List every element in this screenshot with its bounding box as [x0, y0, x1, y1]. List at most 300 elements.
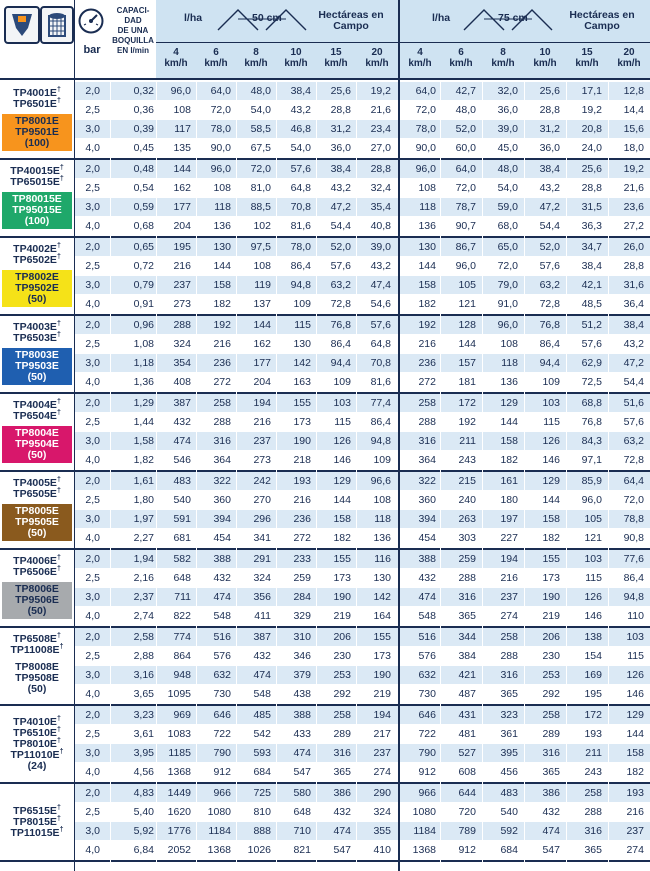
rate-75cm-value: 146: [584, 610, 602, 622]
rate-50cm-value: 822: [173, 610, 191, 622]
rate-50cm-value: 292: [333, 688, 351, 700]
rate-50cm-value: 81,0: [250, 182, 271, 194]
table-row: [74, 179, 650, 197]
rate-50cm-value: 88,5: [250, 201, 271, 213]
rate-75cm-value: 36,0: [497, 104, 518, 116]
speed-unit: km/h: [408, 58, 432, 69]
rate-75cm-value: 90,7: [455, 220, 476, 232]
color-code-line: TP8005E: [15, 505, 59, 517]
rate-75cm-value: 78,7: [455, 201, 476, 213]
column-divider: [440, 80, 441, 871]
rate-75cm-value: 51,6: [623, 397, 644, 409]
rate-50cm-value: 810: [253, 806, 271, 818]
speed-value: 4: [173, 47, 179, 58]
rate-50cm-value: 722: [213, 728, 231, 740]
dagger-mark: †: [59, 748, 64, 756]
rate-75cm-value: 48,5: [581, 298, 602, 310]
table-row: [74, 685, 650, 703]
rate-50cm-value: 474: [333, 825, 351, 837]
rate-50cm-value: 1776: [167, 825, 191, 837]
nozzle-name: [2, 567, 72, 578]
rate-50cm-value: 948: [173, 669, 191, 681]
speed-header-cell: [482, 42, 524, 69]
rate-50cm-value: 388: [293, 709, 311, 721]
capacity-value: 0,72: [133, 260, 154, 272]
dagger-mark: †: [56, 97, 61, 105]
rate-50cm-value: 136: [213, 220, 231, 232]
rate-50cm-value: 237: [173, 279, 191, 291]
speed-unit: km/h: [617, 58, 641, 69]
rate-75cm-value: 259: [458, 553, 476, 565]
spacing-50-header: [156, 0, 398, 80]
rate-50cm-value: 194: [373, 709, 391, 721]
nozzle-code: TP6501E: [13, 98, 57, 110]
dagger-mark: †: [56, 331, 61, 339]
rate-75cm-value: 27,2: [623, 220, 644, 232]
dagger-mark: †: [56, 737, 61, 745]
rate-50cm-value: 81,6: [290, 220, 311, 232]
pressure-value: 4,0: [85, 376, 100, 388]
rate-75cm-value: 126: [584, 591, 602, 603]
table-header: [0, 0, 650, 80]
spacing-75-header: [400, 0, 650, 80]
color-code-line: TP8006E: [15, 583, 59, 595]
rate-50cm-value: 70,8: [290, 201, 311, 213]
rate-75cm-value: 72,8: [623, 454, 644, 466]
rate-50cm-value: 324: [253, 572, 271, 584]
rate-50cm-value: 310: [293, 631, 311, 643]
rate-50cm-value: 969: [173, 709, 191, 721]
rate-50cm-value: 78,0: [210, 123, 231, 135]
speed-header-cell: [276, 42, 316, 69]
rate-50cm-value: 146: [333, 454, 351, 466]
rate-50cm-value: 888: [253, 825, 271, 837]
rate-50cm-value: 102: [253, 220, 271, 232]
rate-75cm-value: 388: [418, 553, 436, 565]
rate-75cm-value: 68,8: [581, 397, 602, 409]
nozzle-names: [2, 400, 72, 422]
dagger-mark: †: [59, 164, 64, 172]
rate-75cm-value: 237: [626, 825, 644, 837]
column-divider: [316, 80, 317, 871]
column-divider: [608, 80, 609, 871]
speed-header-cell: [524, 42, 566, 69]
table-row: [74, 373, 650, 391]
rate-50cm-value: 253: [333, 669, 351, 681]
rate-50cm-value: 474: [173, 435, 191, 447]
table-row: [74, 569, 650, 587]
rate-75cm-value: 19,2: [623, 163, 644, 175]
color-code-line: TP8002E: [15, 271, 59, 283]
pressure-value: 2,0: [85, 397, 100, 409]
rate-75cm-value: 45,0: [497, 142, 518, 154]
speed-unit: km/h: [164, 58, 188, 69]
rate-50cm-value: 711: [174, 591, 191, 603]
rate-75cm-value: 86,4: [539, 338, 560, 350]
rate-75cm-value: 193: [584, 728, 602, 740]
rate-75cm-value: 236: [418, 357, 436, 369]
capacity-value: 1,80: [133, 494, 154, 506]
rate-75cm-value: 72,0: [623, 494, 644, 506]
rate-50cm-value: 433: [293, 728, 311, 740]
capacity-label-line: CAPACI-: [116, 6, 150, 15]
rate-75cm-value: 96,0: [415, 163, 436, 175]
rate-75cm-value: 289: [542, 728, 560, 740]
nozzle-group-cell: [0, 784, 74, 860]
rate-50cm-value: 259: [293, 572, 311, 584]
rate-50cm-value: 67,5: [250, 142, 271, 154]
rate-50cm-value: 547: [293, 766, 311, 778]
rate-75cm-value: 18,0: [623, 142, 644, 154]
pressure-value: 4,0: [85, 220, 100, 232]
rate-75cm-value: 54,0: [497, 182, 518, 194]
nozzle-code: TP6515E: [13, 805, 57, 817]
rate-50cm-value: 580: [293, 787, 311, 799]
rate-75cm-value: 110: [627, 610, 644, 622]
rate-75cm-value: 64,0: [415, 85, 436, 97]
rate-75cm-value: 54,4: [539, 220, 560, 232]
pressure-value: 4,0: [85, 532, 100, 544]
capacity-value: 1,36: [133, 376, 154, 388]
pressure-value: 3,0: [85, 669, 100, 681]
table-row: [74, 413, 650, 431]
rate-75cm-value: 181: [458, 376, 476, 388]
speed-unit: km/h: [324, 58, 348, 69]
rate-50cm-value: 1083: [167, 728, 191, 740]
nozzle-group-cell: [0, 472, 74, 548]
color-code-line: (50): [27, 293, 47, 305]
rate-50cm-value: 438: [293, 688, 311, 700]
dagger-mark: †: [59, 643, 64, 651]
rate-75cm-value: 103: [542, 397, 560, 409]
rate-75cm-value: 608: [458, 766, 476, 778]
rate-50cm-value: 76,8: [330, 319, 351, 331]
rate-50cm-value: 86,4: [330, 338, 351, 350]
rate-50cm-value: 204: [173, 220, 191, 232]
table-row: [74, 101, 650, 119]
rate-75cm-value: 28,8: [623, 260, 644, 272]
table-row: [74, 763, 650, 781]
rate-75cm-value: 62,9: [581, 357, 602, 369]
capacity-value: 2,58: [133, 631, 154, 643]
pressure-value: 4,0: [85, 688, 100, 700]
rate-75cm-value: 632: [418, 669, 436, 681]
color-code-line: (100): [24, 137, 50, 149]
column-divider: [482, 80, 483, 871]
nozzle-name: [2, 761, 72, 772]
rate-50cm-value: 237: [373, 747, 391, 759]
rate-75cm-value: 215: [458, 475, 476, 487]
color-code-badge: [2, 504, 72, 541]
rate-75cm-value: 421: [458, 669, 476, 681]
capacity-value: 0,48: [133, 163, 154, 175]
rate-50cm-value: 316: [213, 435, 231, 447]
rate-75cm-value: 158: [500, 435, 518, 447]
rate-75cm-value: 108: [500, 338, 518, 350]
rate-50cm-value: 483: [173, 475, 191, 487]
rate-75cm-value: 24,0: [581, 142, 602, 154]
pressure-value: 4,0: [85, 766, 100, 778]
color-code-line: TP8001E: [15, 115, 59, 127]
rate-50cm-value: 192: [213, 319, 231, 331]
rate-75cm-value: 12,8: [623, 85, 644, 97]
rate-75cm-value: 144: [418, 260, 436, 272]
rate-75cm-value: 344: [458, 631, 476, 643]
nozzle-code: TP6504E: [13, 410, 57, 422]
rate-50cm-value: 410: [373, 844, 391, 856]
hectares-title: [306, 10, 396, 32]
rate-75cm-value: 38,4: [539, 163, 560, 175]
rate-75cm-value: 206: [542, 631, 560, 643]
speed-header-cell: [156, 42, 196, 69]
rate-50cm-value: 96,6: [370, 475, 391, 487]
rate-50cm-value: 329: [293, 610, 311, 622]
rate-50cm-value: 864: [173, 650, 191, 662]
rate-75cm-value: 158: [626, 747, 644, 759]
rate-75cm-value: 38,4: [581, 260, 602, 272]
rate-75cm-value: 211: [585, 747, 602, 759]
column-divider: [110, 80, 111, 871]
rate-75cm-value: 182: [542, 532, 560, 544]
column-divider: [236, 80, 237, 871]
rate-75cm-value: 94,4: [539, 357, 560, 369]
speed-unit: km/h: [244, 58, 268, 69]
rate-75cm-value: 592: [500, 825, 518, 837]
rate-75cm-value: 157: [458, 357, 476, 369]
rate-50cm-value: 316: [333, 747, 351, 759]
rate-75cm-value: 144: [500, 416, 518, 428]
pressure-value: 2,0: [85, 85, 100, 97]
nozzle-group-cell: [0, 238, 74, 314]
speed-header-cell: [566, 42, 608, 69]
rate-50cm-value: 216: [173, 260, 191, 272]
speed-value: 15: [581, 47, 593, 58]
speed-value: 8: [253, 47, 259, 58]
rate-75cm-value: 169: [584, 669, 602, 681]
rate-75cm-value: 60,0: [455, 142, 476, 154]
capacity-value: 2,88: [133, 650, 154, 662]
speed-unit: km/h: [365, 58, 389, 69]
speed-unit: km/h: [284, 58, 308, 69]
table-row: [74, 588, 650, 606]
color-code-line: TP9506E: [15, 594, 59, 606]
rate-50cm-value: 28,8: [330, 104, 351, 116]
rate-75cm-value: 211: [459, 435, 476, 447]
rate-75cm-value: 20,8: [581, 123, 602, 135]
icon-header-cell: [0, 0, 74, 80]
rate-50cm-value: 291: [253, 553, 271, 565]
rate-50cm-value: 109: [373, 454, 391, 466]
nozzle-code: TP6506E: [13, 566, 57, 578]
table-row: [74, 607, 650, 625]
rate-50cm-value: 116: [374, 553, 391, 565]
rate-50cm-value: 474: [293, 747, 311, 759]
rate-75cm-value: 789: [458, 825, 476, 837]
rate-75cm-value: 192: [458, 416, 476, 428]
rate-50cm-value: 1080: [207, 806, 231, 818]
rate-75cm-value: 720: [458, 806, 476, 818]
rate-75cm-value: 63,2: [623, 435, 644, 447]
speed-header-cell: [196, 42, 236, 69]
rate-75cm-value: 32,0: [497, 85, 518, 97]
capacity-value: 1,18: [133, 357, 154, 369]
nozzle-name: [2, 177, 72, 188]
table-row: [74, 335, 650, 353]
speed-value: 6: [458, 47, 464, 58]
rate-50cm-value: 548: [213, 610, 231, 622]
rate-75cm-value: 19,2: [581, 104, 602, 116]
capacity-value: 0,79: [133, 279, 154, 291]
rate-75cm-value: 86,4: [623, 572, 644, 584]
rate-75cm-value: 144: [542, 494, 560, 506]
rate-50cm-value: 725: [253, 787, 271, 799]
rate-75cm-value: 172: [584, 709, 602, 721]
label-column-divider: [74, 0, 75, 871]
pressure-value: 2,0: [85, 475, 100, 487]
rate-50cm-value: 72,0: [210, 104, 231, 116]
rate-75cm-value: 432: [542, 806, 560, 818]
unit-label: l/ha: [184, 12, 203, 24]
rate-50cm-value: 591: [173, 513, 191, 525]
speed-header-cell: [316, 42, 356, 69]
nozzle-group-cell: [0, 706, 74, 782]
rate-75cm-value: 431: [458, 709, 476, 721]
rate-50cm-value: 233: [293, 553, 311, 565]
rate-50cm-value: 23,4: [370, 123, 391, 135]
rate-75cm-value: 47,2: [623, 357, 644, 369]
rate-75cm-value: 39,0: [497, 123, 518, 135]
dagger-mark: †: [56, 409, 61, 417]
rate-50cm-value: 118: [374, 513, 391, 525]
rate-75cm-value: 65,0: [497, 241, 518, 253]
rate-50cm-value: 130: [373, 572, 391, 584]
rate-50cm-value: 204: [253, 376, 271, 388]
rate-50cm-value: 108: [373, 494, 391, 506]
capacity-value: 6,84: [133, 844, 154, 856]
rate-50cm-value: 32,4: [370, 182, 391, 194]
speed-header-cell: [236, 42, 276, 69]
table-row: [74, 276, 650, 294]
rate-50cm-value: 206: [333, 631, 351, 643]
rate-50cm-value: 542: [253, 728, 271, 740]
pressure-value: 3,0: [85, 591, 100, 603]
table-row: [74, 160, 650, 178]
rate-50cm-value: 155: [373, 631, 391, 643]
rate-50cm-value: 144: [253, 319, 271, 331]
table-row: [74, 784, 650, 802]
capacity-value: 1,58: [133, 435, 154, 447]
rate-75cm-value: 146: [542, 454, 560, 466]
table-row: [74, 529, 650, 547]
rate-50cm-value: 109: [333, 376, 351, 388]
capacity-value: 4,56: [133, 766, 154, 778]
capacity-value: 5,92: [133, 825, 154, 837]
rate-75cm-value: 386: [542, 787, 560, 799]
dagger-mark: †: [56, 715, 61, 723]
rate-50cm-value: 216: [213, 338, 231, 350]
nozzle-code: TP8015E: [13, 816, 57, 828]
color-code-line: (50): [27, 371, 47, 383]
dagger-mark: †: [56, 86, 61, 94]
rate-75cm-value: 361: [500, 728, 518, 740]
capacity-value: 2,16: [133, 572, 154, 584]
table-row: [74, 725, 650, 743]
rate-75cm-value: 28,8: [539, 104, 560, 116]
group-divider: [0, 860, 650, 862]
rate-50cm-value: 432: [253, 650, 271, 662]
rate-75cm-value: 216: [500, 572, 518, 584]
rate-75cm-value: 292: [542, 688, 560, 700]
rate-75cm-value: 94,8: [623, 591, 644, 603]
rate-75cm-value: 25,6: [581, 163, 602, 175]
dagger-mark: †: [56, 554, 61, 562]
rate-75cm-value: 548: [418, 610, 436, 622]
rate-50cm-value: 217: [373, 728, 391, 740]
rate-50cm-value: 142: [293, 357, 311, 369]
rate-75cm-value: 96,0: [581, 494, 602, 506]
rate-50cm-value: 94,4: [330, 357, 351, 369]
rate-50cm-value: 219: [333, 610, 351, 622]
rate-75cm-value: 263: [458, 513, 476, 525]
pressure-value: 2,0: [85, 163, 100, 175]
rate-50cm-value: 547: [333, 844, 351, 856]
speed-value: 20: [623, 47, 635, 58]
rate-75cm-value: 481: [458, 728, 476, 740]
rate-50cm-value: 576: [213, 650, 231, 662]
rate-50cm-value: 109: [293, 298, 311, 310]
rate-75cm-value: 161: [500, 475, 518, 487]
rate-50cm-value: 2052: [167, 844, 191, 856]
rate-50cm-value: 346: [293, 650, 311, 662]
nozzle-names: [2, 478, 72, 500]
rate-50cm-value: 137: [253, 298, 271, 310]
rate-75cm-value: 129: [500, 397, 518, 409]
rate-50cm-value: 144: [173, 163, 191, 175]
rate-50cm-value: 25,6: [330, 85, 351, 97]
rate-75cm-value: 193: [626, 787, 644, 799]
column-divider: [196, 80, 197, 871]
rate-75cm-value: 129: [542, 475, 560, 487]
rate-50cm-value: 47,2: [330, 201, 351, 213]
rate-75cm-value: 105: [584, 513, 602, 525]
rate-50cm-value: 548: [253, 688, 271, 700]
rate-50cm-value: 39,0: [370, 241, 391, 253]
rate-50cm-value: 36,0: [330, 142, 351, 154]
rate-50cm-value: 236: [213, 357, 231, 369]
dagger-mark: †: [59, 826, 64, 834]
rate-50cm-value: 681: [173, 532, 191, 544]
rate-50cm-value: 118: [214, 201, 231, 213]
rate-75cm-value: 194: [500, 553, 518, 565]
rate-50cm-value: 324: [173, 338, 191, 350]
capacity-value: 1,29: [133, 397, 154, 409]
rate-50cm-value: 97,5: [250, 241, 271, 253]
capacity-value: 1,82: [133, 454, 154, 466]
rate-75cm-value: 57,6: [581, 338, 602, 350]
rate-75cm-value: 1080: [412, 806, 436, 818]
nozzle-code: TP11008E: [10, 644, 60, 656]
speed-header-cell: [440, 42, 482, 69]
rate-75cm-value: 54,4: [623, 376, 644, 388]
rate-75cm-value: 118: [419, 201, 436, 213]
rate-75cm-value: 42,7: [455, 85, 476, 97]
rate-75cm-value: 730: [418, 688, 436, 700]
column-divider: [156, 80, 157, 871]
rate-75cm-value: 253: [542, 669, 560, 681]
rate-50cm-value: 258: [213, 397, 231, 409]
capacity-value: 1,08: [133, 338, 154, 350]
pressure-value: 2,0: [85, 631, 100, 643]
